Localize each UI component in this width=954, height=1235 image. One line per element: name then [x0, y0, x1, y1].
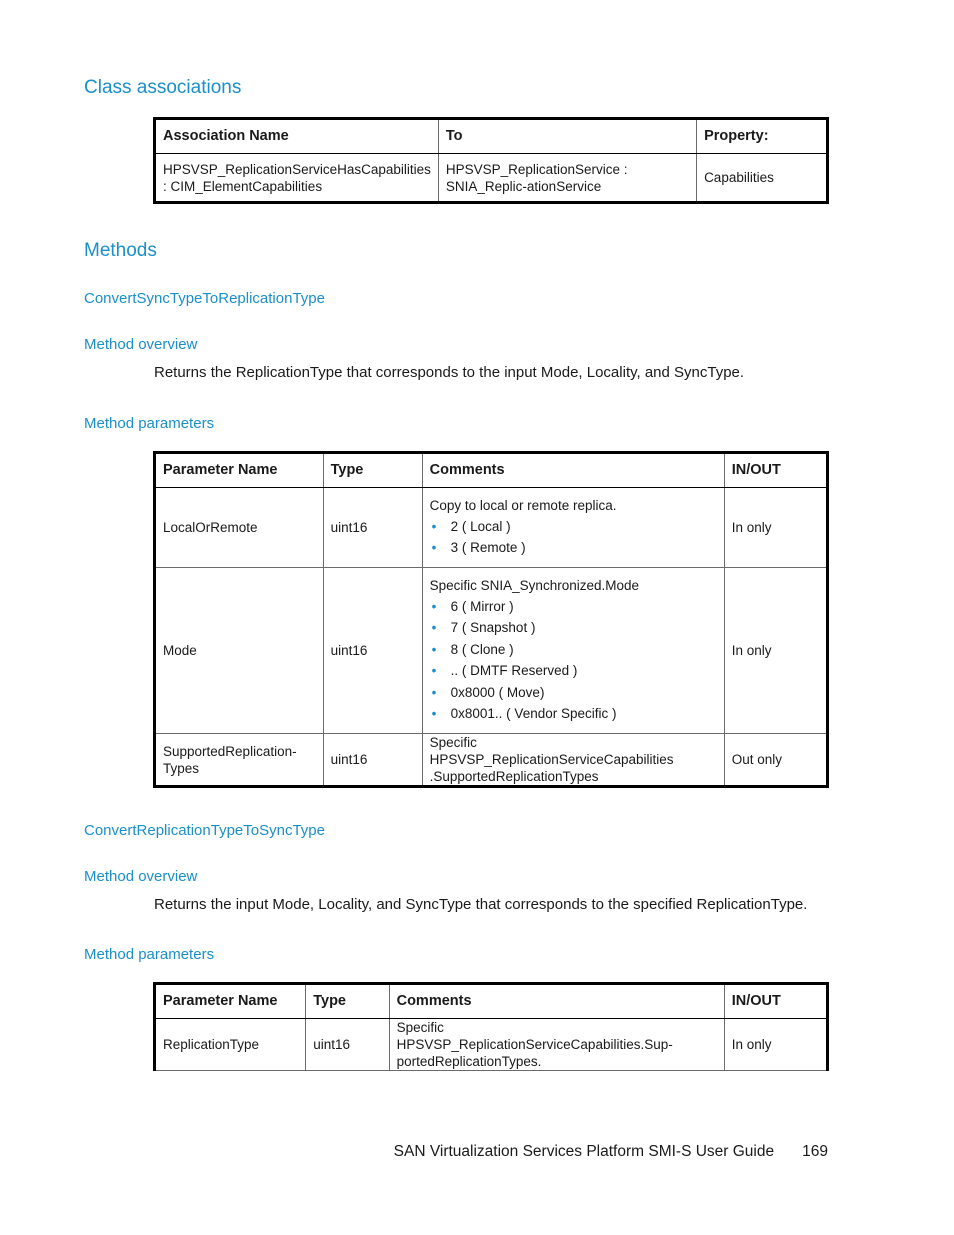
parameter-type-cell: uint16 — [306, 1019, 389, 1071]
parameter-type-cell: uint16 — [323, 734, 422, 787]
parameter-type-cell: uint16 — [323, 568, 422, 734]
column-header: Parameter Name — [155, 453, 324, 488]
list-item: • 3 ( Remote ) — [430, 537, 717, 559]
list-item: • 7 ( Snapshot ) — [430, 617, 717, 639]
table-header-row — [155, 453, 828, 488]
page-number: 169 — [802, 1143, 828, 1160]
parameter-name-cell: LocalOrRemote — [155, 488, 324, 568]
method-name-heading: ConvertReplicationTypeToSyncType — [84, 822, 325, 839]
parameter-type-cell: uint16 — [323, 488, 422, 568]
table-row — [155, 1019, 828, 1071]
method-overview-heading: Method overview — [84, 336, 198, 353]
comment-text: Copy to local or remote replica. — [429, 497, 617, 513]
column-header: IN/OUT — [724, 984, 827, 1019]
column-header: Comments — [389, 984, 724, 1019]
value-list — [430, 596, 717, 725]
column-header: IN/OUT — [724, 453, 827, 488]
method-overview-text: Returns the ReplicationType that corresponds to the input Mode, Locality, and SyncType. — [154, 364, 745, 381]
table-header-row — [155, 119, 828, 154]
parameter-comment-cell — [422, 568, 724, 734]
list-item: • 0x8000 ( Move) — [430, 682, 717, 704]
parameter-name-cell: Mode — [155, 568, 324, 734]
footer-title: SAN Virtualization Services Platform SMI-S User Guide — [393, 1143, 775, 1160]
column-header: Property: — [697, 119, 828, 154]
list-item: • 0x8001.. ( Vendor Specific ) — [430, 703, 717, 725]
method-parameters-heading: Method parameters — [84, 946, 215, 963]
parameter-inout-cell: In only — [724, 568, 827, 734]
bullet-icon: • — [431, 706, 437, 721]
parameter-comment-cell: Specific HPSVSP_ReplicationServiceCapabilities.Sup- portedReplicationTypes. — [389, 1019, 724, 1071]
method-name-heading: ConvertSyncTypeToReplicationType — [84, 290, 325, 307]
column-header: Type — [323, 453, 422, 488]
bullet-icon: • — [431, 598, 437, 614]
table-row — [155, 734, 828, 787]
list-item: • .. ( DMTF Reserved ) — [430, 660, 717, 682]
list-item: • 6 ( Mirror ) — [430, 596, 717, 618]
table-row — [155, 154, 828, 203]
table-header-row — [155, 984, 828, 1019]
method-overview-heading: Method overview — [84, 868, 198, 885]
list-item: • 2 ( Local ) — [430, 516, 717, 538]
bullet-icon: • — [431, 641, 437, 657]
parameter-name-cell: ReplicationType — [155, 1019, 306, 1071]
table-row — [155, 488, 828, 568]
method-parameters-table — [153, 451, 829, 788]
parameter-name-cell: SupportedReplication- Types — [155, 734, 324, 787]
column-header: To — [438, 119, 696, 154]
class-associations-heading: Class associations — [84, 77, 242, 98]
column-header: Type — [306, 984, 389, 1019]
bullet-icon: • — [431, 684, 437, 700]
bullet-icon: • — [431, 663, 437, 678]
list-item: • 8 ( Clone ) — [430, 639, 717, 661]
column-header: Parameter Name — [155, 984, 306, 1019]
page-footer — [394, 1143, 828, 1161]
bullet-icon: • — [431, 620, 437, 635]
column-header: Comments — [422, 453, 724, 488]
parameter-inout-cell: Out only — [724, 734, 827, 787]
parameter-comment-cell: Specific HPSVSP_ReplicationServiceCapabilities .SupportedReplicationTypes — [422, 734, 724, 787]
method-parameters-table — [153, 982, 829, 1071]
comment-text: Specific SNIA_Synchronized.Mode — [429, 577, 639, 593]
parameter-inout-cell: In only — [724, 1019, 827, 1071]
class-associations-table — [153, 117, 829, 204]
method-overview-text: Returns the input Mode, Locality, and SyncType that corresponds to the specified ReplicationType. — [154, 896, 808, 913]
method-parameters-heading: Method parameters — [84, 415, 215, 432]
parameter-inout-cell: In only — [724, 488, 827, 568]
parameter-comment-cell — [422, 488, 724, 568]
table-row — [155, 568, 828, 734]
methods-heading: Methods — [84, 240, 157, 261]
association-property-cell: Capabilities — [697, 154, 828, 203]
bullet-icon: • — [431, 540, 437, 555]
association-name-cell: HPSVSP_ReplicationServiceHasCapabilities : CIM_ElementCapabilities — [155, 154, 439, 203]
association-to-cell: HPSVSP_ReplicationService : SNIA_Replic-ationService — [438, 154, 696, 203]
value-list — [430, 516, 717, 559]
column-header: Association Name — [155, 119, 439, 154]
bullet-icon: • — [431, 518, 437, 534]
